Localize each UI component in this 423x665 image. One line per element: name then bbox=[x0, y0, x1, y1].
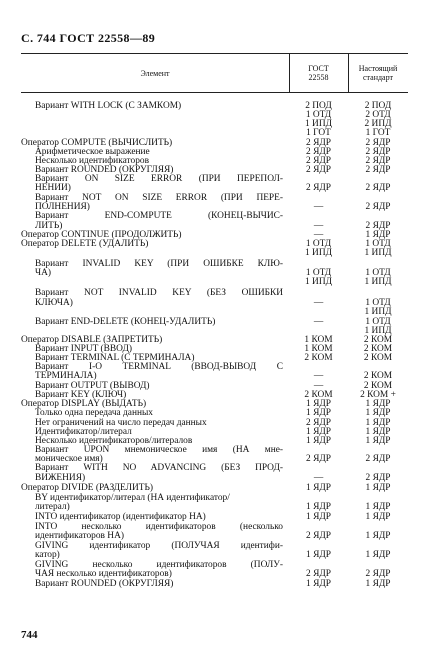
standard-cell: 1 ОТД bbox=[365, 317, 391, 327]
element-cell: Вариант INPUT (ВВОД) bbox=[35, 344, 132, 354]
gost-cell: 1 ЯДР bbox=[306, 427, 331, 437]
standard-cell: 2 ЯДР bbox=[365, 454, 391, 464]
gost-cell: 2 ЯДР bbox=[306, 531, 331, 541]
gost-cell: 2 КОМ bbox=[304, 390, 333, 400]
standard-cell: 1 ЯДР bbox=[365, 531, 391, 541]
standard-cell: 1 ЯДР bbox=[365, 408, 391, 418]
standard-cell: 2 КОМ bbox=[363, 381, 393, 391]
column-header-element: Элемент bbox=[140, 68, 170, 78]
gost-cell: 2 ЯДР bbox=[306, 165, 331, 175]
element-cell: Вариант OUTPUT (ВЫВОД) bbox=[35, 381, 150, 391]
element-cell: моническое имя) bbox=[35, 454, 103, 464]
standard-cell: 1 ЯДР bbox=[365, 483, 391, 493]
table-row bbox=[21, 531, 408, 541]
standard-cell: 1 ЯДР bbox=[365, 230, 391, 240]
standard-cell: 1 ЯДР bbox=[365, 579, 391, 589]
table-row bbox=[21, 502, 408, 512]
element-cell: Оператор COMPUTE (ВЫЧИСЛИТЬ) bbox=[21, 138, 173, 148]
element-cell: Вариант KEY (КЛЮЧ) bbox=[35, 390, 127, 400]
element-cell: Вариант NOT INVALID KEY (БЕЗ ОШИБКИ bbox=[35, 288, 283, 298]
element-cell: идентификаторов НА) bbox=[35, 531, 124, 541]
standard-cell: 2 ОТД bbox=[365, 110, 391, 120]
element-cell: Вариант WITH NO ADVANCING (БЕЗ ПРОД- bbox=[35, 463, 283, 473]
element-cell: Вариант UPON мнемоническое имя (НА мне- bbox=[35, 445, 283, 455]
table-row bbox=[21, 512, 408, 522]
table-row bbox=[21, 128, 408, 138]
column-header-gost: ГОСТ 22558 bbox=[308, 64, 329, 82]
gost-cell: 2 КОМ bbox=[304, 353, 333, 363]
standard-cell: 2 ЯДР bbox=[365, 569, 391, 579]
element-cell: INTO несколько идентификаторов (несколько bbox=[35, 522, 283, 532]
element-cell: Вариант I-O TERMINAL (ВВОД-ВЫВОД С bbox=[35, 362, 283, 372]
gost-cell: 1 ЯДР bbox=[306, 502, 331, 512]
standard-cell: 2 КОМ bbox=[363, 371, 393, 381]
standard-cell: 1 ЯДР bbox=[365, 427, 391, 437]
element-cell: Вариант ROUNDED (ОКРУГЛЯЯ) bbox=[35, 579, 174, 589]
standard-cell: 1 ЯДР bbox=[365, 550, 391, 560]
standard-cell: 2 ЯДР bbox=[365, 138, 391, 148]
gost-cell: 1 КОМ bbox=[304, 335, 333, 345]
element-cell: Оператор DISABLE (ЗАПРЕТИТЬ) bbox=[21, 335, 163, 345]
element-cell: Оператор DIVIDE (РАЗДЕЛИТЬ) bbox=[21, 483, 154, 493]
table-row bbox=[21, 248, 408, 258]
standard-cell: 1 ОТД bbox=[365, 239, 391, 249]
element-cell: BY идентификатор/литерал (НА идентификатор/ bbox=[35, 493, 230, 503]
gost-cell: 2 ПОД bbox=[305, 101, 332, 111]
element-cell: Вариант ROUNDED (ОКРУГЛЯЯ) bbox=[35, 165, 174, 175]
standard-cell: 2 ЯДР bbox=[365, 473, 391, 483]
gost-table bbox=[21, 53, 408, 589]
standard-cell: 1 ОТД bbox=[365, 298, 391, 308]
gost-cell: — bbox=[313, 230, 324, 240]
table-row bbox=[21, 288, 408, 298]
element-cell: Вариант INVALID KEY (ПРИ ОШИБКЕ КЛЮ- bbox=[35, 259, 283, 269]
standard-cell: 2 ЯДР bbox=[365, 221, 391, 231]
gost-cell: 2 ЯДР bbox=[306, 156, 331, 166]
table-row bbox=[21, 569, 408, 579]
gost-cell: 1 ОТД bbox=[305, 268, 332, 278]
gost-cell: 1 ОТД bbox=[305, 239, 332, 249]
table-header bbox=[21, 53, 408, 93]
standard-cell: 1 ИПД bbox=[364, 248, 392, 258]
element-cell: Идентификатор/литерал bbox=[35, 427, 132, 437]
standard-cell: 2 КОМ bbox=[363, 353, 393, 363]
gost-cell: 2 ЯДР bbox=[306, 418, 331, 428]
standard-cell: 1 ЯДР bbox=[365, 399, 391, 409]
element-cell: Вариант TERMINAL (С ТЕРМИНАЛА) bbox=[35, 353, 195, 363]
gost-cell: — bbox=[313, 202, 324, 212]
element-cell: ПОЛНЕНИЯ) bbox=[35, 202, 90, 212]
gost-cell: 1 ЯДР bbox=[306, 408, 331, 418]
element-cell: катор) bbox=[35, 550, 60, 560]
standard-cell: 1 ГОТ bbox=[365, 128, 391, 138]
element-cell: Вариант NOT ON SIZE ERROR (ПРИ ПЕРЕ- bbox=[35, 193, 283, 203]
element-cell: Вариант ON SIZE ERROR (ПРИ ПЕРЕПОЛ- bbox=[35, 174, 283, 184]
standard-cell: 1 ЯДР bbox=[365, 502, 391, 512]
standard-cell: 1 ИПД bbox=[364, 326, 392, 336]
gost-cell: 1 ЯДР bbox=[306, 550, 331, 560]
table-row bbox=[21, 408, 408, 418]
gost-cell: 1 КОМ bbox=[304, 344, 333, 354]
table-row bbox=[21, 307, 408, 317]
standard-cell: 2 ЯДР bbox=[365, 147, 391, 157]
gost-cell: — bbox=[313, 317, 324, 327]
standard-cell: 1 ЯДР bbox=[365, 418, 391, 428]
element-cell: Вариант END-DELETE (КОНЕЦ-УДАЛИТЬ) bbox=[35, 317, 216, 327]
element-cell: Несколько идентификаторов/литералов bbox=[35, 436, 193, 446]
element-cell: Только одна передача данных bbox=[35, 408, 153, 418]
element-cell: GIVING несколько идентификаторов (ПОЛУ- bbox=[35, 560, 283, 570]
element-cell: КЛЮЧА) bbox=[35, 298, 73, 308]
gost-cell: 1 ЯДР bbox=[306, 399, 331, 409]
element-cell: GIVING идентификатор (ПОЛУЧАЯ идентифи- bbox=[35, 541, 283, 551]
element-cell: ЧАЯ несколько идентификаторов) bbox=[35, 569, 172, 579]
page-number: 744 bbox=[21, 629, 38, 641]
standard-cell: 1 ИПД bbox=[364, 307, 392, 317]
gost-cell: 1 ЯДР bbox=[306, 579, 331, 589]
gost-cell: 2 ЯДР bbox=[306, 147, 331, 157]
element-cell: Оператор DISPLAY (ВЫДАТЬ) bbox=[21, 399, 147, 409]
element-cell: Арифметическое выражение bbox=[35, 147, 150, 157]
gost-cell: 2 ЯДР bbox=[306, 138, 331, 148]
standard-cell: 2 ЯДР bbox=[365, 183, 391, 193]
gost-cell: 1 ИПД bbox=[305, 277, 332, 287]
element-cell: литерал) bbox=[35, 502, 70, 512]
standard-cell: 1 ИПД bbox=[364, 277, 392, 287]
gost-cell: 1 ИПД bbox=[305, 248, 332, 258]
element-cell: ВИЖЕНИЯ) bbox=[35, 473, 86, 483]
gost-cell: 1 ИПД bbox=[305, 119, 332, 129]
standard-cell: 2 КОМ bbox=[363, 344, 393, 354]
table-row bbox=[21, 483, 408, 493]
gost-cell: 2 ЯДР bbox=[306, 183, 331, 193]
gost-cell: 1 ГОТ bbox=[306, 128, 331, 138]
gost-cell: 1 ЯДР bbox=[306, 436, 331, 446]
gost-cell: — bbox=[313, 221, 324, 231]
element-cell: INTO идентификатор (идентификатор НА) bbox=[35, 512, 206, 522]
gost-cell: 1 ОТД bbox=[305, 110, 332, 120]
element-cell: Оператор DELETE (УДАЛИТЬ) bbox=[21, 239, 149, 249]
gost-cell: 2 ЯДР bbox=[306, 569, 331, 579]
gost-cell: — bbox=[313, 371, 324, 381]
table-row bbox=[21, 277, 408, 287]
element-cell: ЛИТЬ) bbox=[35, 221, 63, 231]
element-cell: Вариант WITH LOCK (С ЗАМКОМ) bbox=[35, 101, 182, 111]
table-row bbox=[21, 183, 408, 193]
table-row bbox=[21, 550, 408, 560]
standard-cell: 2 ПОД bbox=[364, 101, 392, 111]
standard-cell: 2 КОМ bbox=[363, 335, 393, 345]
gost-cell: — bbox=[313, 473, 324, 483]
page-title: С. 744 ГОСТ 22558—89 bbox=[21, 31, 156, 45]
standard-cell: 2 ИПД bbox=[364, 119, 392, 129]
element-cell: Несколько идентификаторов bbox=[35, 156, 149, 166]
table-row bbox=[21, 463, 408, 473]
standard-cell: 1 ЯДР bbox=[365, 512, 391, 522]
element-cell: ЧА) bbox=[35, 268, 51, 278]
element-cell: Оператор CONTINUE (ПРОДОЛЖИТЬ) bbox=[21, 230, 182, 240]
element-cell: Вариант END-COMPUTE (КОНЕЦ-ВЫЧИС- bbox=[35, 211, 283, 221]
table-row bbox=[21, 473, 408, 483]
table-row bbox=[21, 371, 408, 381]
table-row bbox=[21, 579, 408, 589]
element-cell: НЕНИИ) bbox=[35, 183, 71, 193]
gost-cell: — bbox=[313, 298, 324, 308]
column-header-standard: Настоящий стандарт bbox=[358, 64, 398, 82]
gost-cell: 1 ЯДР bbox=[306, 483, 331, 493]
standard-cell: 1 ОТД bbox=[365, 268, 391, 278]
standard-cell: 1 ЯДР bbox=[365, 436, 391, 446]
element-cell: ТЕРМИНАЛА) bbox=[35, 371, 97, 381]
standard-cell: 2 ЯДР bbox=[365, 202, 391, 212]
gost-cell: — bbox=[313, 381, 324, 391]
table-row bbox=[21, 211, 408, 221]
standard-cell: 2 ЯДР bbox=[365, 165, 391, 175]
gost-cell: 2 ЯДР bbox=[306, 454, 331, 464]
standard-cell: 2 ЯДР bbox=[365, 156, 391, 166]
element-cell: Нет ограничений на число передач данных bbox=[35, 418, 207, 428]
standard-cell: 2 КОМ + bbox=[360, 390, 396, 400]
gost-cell: 1 ЯДР bbox=[306, 512, 331, 522]
